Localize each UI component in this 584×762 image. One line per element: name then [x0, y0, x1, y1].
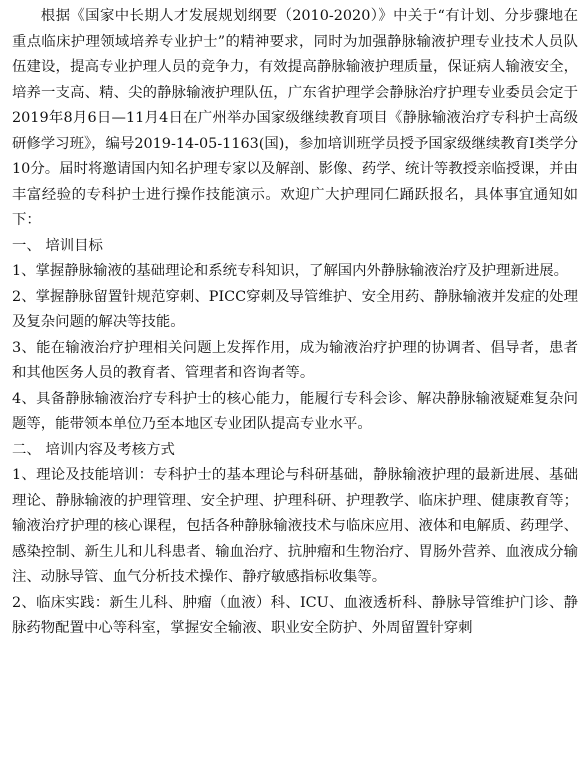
section-2-item-2: 2、临床实践：新生儿科、肿瘤（血液）科、ICU、血液透析科、静脉导管维护门诊、静脉药物配置中心等科室，掌握安全输液、职业安全防护、外周留置针穿刺 [12, 594, 578, 636]
section-1-item-3: 3、能在输液治疗护理相关问题上发挥作用，成为输液治疗护理的协调者、倡导者，患者和其他医务人员的教育者、管理者和咨询者等。 [12, 339, 578, 381]
section-1-item-4: 4、具备静脉输液治疗专科护士的核心能力，能履行专科会诊、解决静脉输液疑难复杂问题等，能带领本单位乃至本地区专业团队提高专业水平。 [12, 390, 578, 432]
section-1-heading: 一、 培训目标 [12, 237, 103, 254]
section-2-heading: 二、 培训内容及考核方式 [12, 441, 175, 458]
section-1-item-1: 1、掌握静脉输液的基础理论和系统专科知识，了解国内外静脉输液治疗及护理新进展。 [12, 263, 569, 279]
section-1-item-2: 2、掌握静脉留置针规范穿刺、PICC穿刺及导管维护、安全用药、静脉输液并发症的处理及复杂问题的解决等技能。 [12, 288, 578, 330]
section-2-item-1: 1、理论及技能培训：专科护士的基本理论与科研基础，静脉输液护理的最新进展、基础理论、静脉输液的护理管理、安全护理、护理科研、护理教学、临床护理、健康教育等；输液治疗护理的核心课程，包括各种静脉输液技术与临床应用、液体和电解质、药理学、感染控制、新生儿和儿科患者、输血治疗、抗肿瘤和生物治疗、胃肠外营养、血液成分输注、动脉导管、血气分析技术操作、静疗敏感指标收集等。 [12, 467, 578, 585]
intro-paragraph: 根据《国家中长期人才发展规划纲要（2010-2020）》中关于“有计划、分步骤地在重点临床护理领域培养专业护士”的精神要求，同时为加强静脉输液护理专业技术人员队伍建设，提高专业护理人员的竞争力，有效提高静脉输液护理质量，保证病人输液安全，培养一支高、精、尖的静脉输液护理队伍，广东省护理学会静脉治疗护理专业委员会定于2019年8月6日—11月4日在广州举办国家级继续教育项目《静脉输液治疗专科护士高级研修学习班》，编号2019-14-05-1163(国)，参加培训班学员授予国家级继续教育Ⅰ类学分10分。届时将邀请国内知名护理专家以及解剖、影像、药学、统计等教授亲临授课，并由丰富经验的专科护士进行操作技能演示。欢迎广大护理同仁踊跃报名，具体事宜通知如下： [12, 8, 578, 228]
